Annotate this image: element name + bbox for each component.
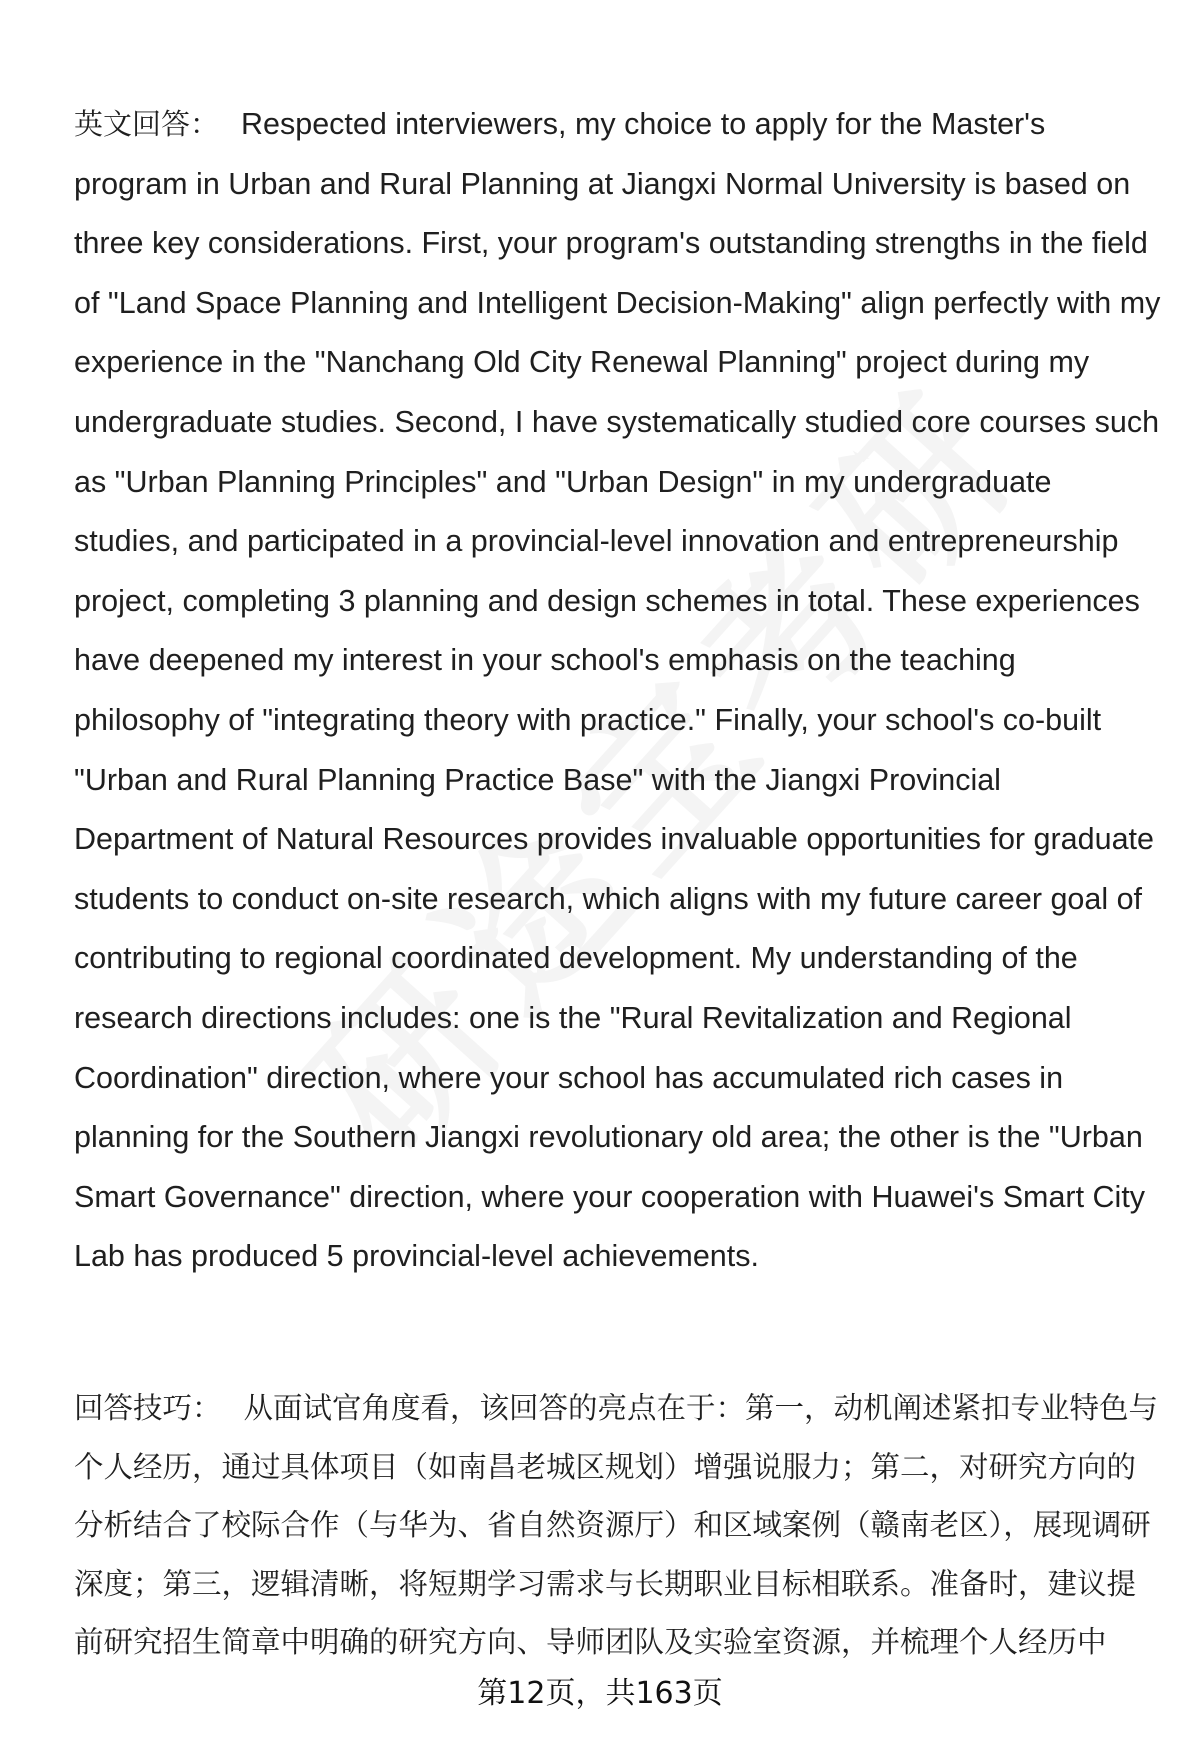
answer-tips-text: 从面试官角度看，该回答的亮点在于：第一，动机阐述紧扣专业特色与个人经历，通过具体项目（如南昌老城区规划）增强说服力；第二，对研究方向的分析结合了校际合作（与华为、省自然资源厅）和区域案例（赣南老区），展现调研深度；第三，逻辑清晰，将短期学习需求与长期职业目标相联系。准备时，建议提前研究招生简章中明确的研究方向、导师团队及实验室资源，并梳理个人经历中: [74, 1391, 1159, 1659]
english-answer-text: Respected interviewers, my choice to apply for the Master's program in Urban and Rural Planning at Jiangxi Normal University is based on three key considerations. First, your program's outstanding strengths in the field of "Land Space Planning and Intelligent Decision-Making" align perfectly with my experience in the "Nanchang Old City Renewal Planning" project during my undergraduate studies. Second, I have systematically studied core courses such as "Urban Planning Principles" and "Urban Design" in my undergraduate studies, and participated in a provincial-level innovation and entrepreneurship project, completing 3 planning and design schemes in total. These experiences have deepened my interest in your school's emphasis on the teaching philosophy of "integrating theory with practice." Finally, your school's co-built "Urban and Rural Planning Practice Base" with the Jiangxi Provincial Department of Natural Resources provides invaluable opportunities for graduate students to conduct on-site research, which aligns with my future career goal of contributing to regional coordinated development. My understanding of the research directions includes: one is the "Rural Revitalization and Regional Coordination" direction, where your school has accumulated rich cases in planning for the Southern Jiangxi revolutionary old area; the other is the "Urban Smart Governance" direction, where your cooperation with Huawei's Smart City Lab has produced 5 provincial-level achievements.: [74, 107, 1161, 1274]
page-number-footer: 第12页，共163页: [477, 1676, 723, 1711]
english-answer-label: 英文回答：: [74, 107, 220, 141]
english-answer-paragraph: [74, 95, 1164, 1287]
answer-tips-label: 回答技巧：: [74, 1391, 222, 1425]
answer-tips-paragraph: [74, 1379, 1164, 1674]
